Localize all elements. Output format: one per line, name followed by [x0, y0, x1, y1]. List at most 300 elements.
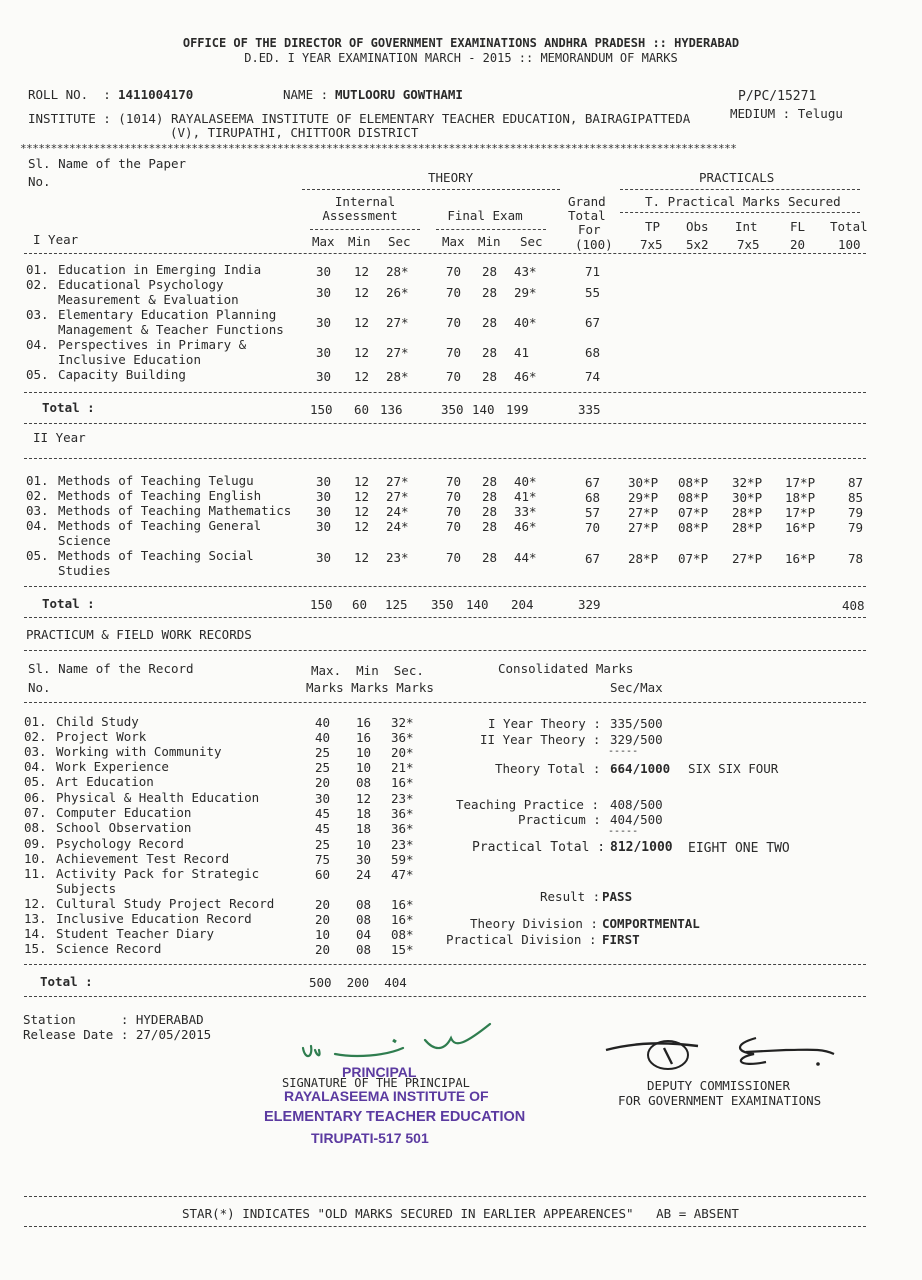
paper-name-cont: Science — [58, 533, 111, 548]
result-label: Result : — [540, 889, 601, 904]
t-practical-heading: T. Practical Marks Secured — [645, 194, 841, 209]
divider — [24, 996, 866, 997]
col-fl: FL — [790, 219, 806, 234]
record-max: 75 — [315, 852, 331, 867]
record-max: 60 — [315, 867, 331, 882]
divider — [24, 253, 866, 254]
paper-name: Elementary Education Planning — [58, 307, 277, 322]
record-name: Psychology Record — [56, 836, 184, 851]
record-name: Working with Community — [56, 744, 222, 759]
internal-max: 30 — [316, 504, 332, 519]
record-name: Science Record — [56, 941, 162, 956]
internal-max: 30 — [316, 519, 332, 534]
practicals-heading: PRACTICALS — [699, 170, 775, 185]
paper-name-cont: Measurement & Evaluation — [58, 292, 239, 307]
year-2-total-imin: 60 — [352, 597, 368, 612]
record-no: 05. — [24, 774, 47, 789]
tp-marks: 27*P — [628, 520, 659, 535]
internal-sec: 28* — [386, 264, 409, 279]
record-sec: 21* — [391, 760, 414, 775]
year-1-total-fsec: 199 — [506, 402, 529, 417]
fl-marks: 16*P — [785, 551, 816, 566]
grand-total-heading: Grand — [568, 194, 606, 209]
divider — [24, 1226, 866, 1227]
record-name: Computer Education — [56, 805, 192, 820]
office-title: OFFICE OF THE DIRECTOR OF GOVERNMENT EXAMINATIONS ANDHRA PRADESH :: HYDERABAD — [182, 36, 740, 50]
deputy-commissioner-label: DEPUTY COMMISSIONER — [647, 1078, 790, 1093]
paper-no: 03. — [26, 503, 49, 518]
divider — [24, 392, 866, 393]
year-1-total-label: Total : — [42, 400, 95, 415]
final-max: 70 — [446, 519, 462, 534]
internal-max: 30 — [316, 474, 332, 489]
year-1-total-fmin: 140 — [472, 402, 495, 417]
record-no: 12. — [24, 896, 47, 911]
paper-name-cont: Management & Teacher Functions — [58, 322, 284, 337]
record-no: 01. — [24, 714, 47, 729]
record-min: 08 — [356, 897, 372, 912]
record-min: 10 — [356, 745, 372, 760]
final-min: 28 — [482, 489, 498, 504]
internal-min: 12 — [354, 550, 370, 565]
paper-no: 04. — [26, 337, 49, 352]
practical-total-words: EIGHT ONE TWO — [688, 841, 790, 856]
final-min: 28 — [482, 504, 498, 519]
deputy-commissioner-signature — [606, 1028, 836, 1078]
year-2-total-practical: 408 — [842, 598, 865, 613]
grand-total-heading: Total — [568, 208, 606, 223]
internal-min: 12 — [354, 264, 370, 279]
grand-total: 68 — [585, 345, 601, 360]
internal-max: 30 — [316, 285, 332, 300]
ii-year-theory-value: 329/500 — [610, 732, 663, 747]
record-min: 16 — [356, 730, 372, 745]
internal-max: 30 — [316, 489, 332, 504]
record-sec: 16* — [391, 912, 414, 927]
principal-signature — [295, 1020, 505, 1070]
col-sec: Sec — [388, 234, 411, 249]
record-sec: 36* — [391, 821, 414, 836]
int-marks: 28*P — [732, 520, 763, 535]
record-min: 08 — [356, 912, 372, 927]
paper-no: 02. — [26, 488, 49, 503]
internal-sec: 28* — [386, 369, 409, 384]
year-2-total-fmax: 350 — [431, 597, 454, 612]
final-max: 70 — [446, 315, 462, 330]
grand-total: 68 — [585, 490, 601, 505]
final-max: 70 — [446, 345, 462, 360]
fl-marks: 17*P — [785, 505, 816, 520]
divider — [24, 617, 866, 618]
internal-min: 12 — [354, 519, 370, 534]
record-col-heading: Max. Min Sec. — [311, 663, 424, 678]
practical-total: 79 — [848, 520, 864, 535]
int-marks: 32*P — [732, 475, 763, 490]
record-no: 13. — [24, 911, 47, 926]
obs-marks: 07*P — [678, 505, 709, 520]
practical-total: 87 — [848, 475, 864, 490]
tp-marks: 28*P — [628, 551, 659, 566]
paper-name: Methods of Teaching English — [58, 488, 262, 503]
fl-marks: 16*P — [785, 520, 816, 535]
record-max: 40 — [315, 715, 331, 730]
col-max: Max — [442, 234, 465, 249]
record-no: 15. — [24, 941, 47, 956]
practical-division-value: FIRST — [602, 932, 640, 947]
divider — [24, 1196, 866, 1197]
teaching-practice-label: Teaching Practice : — [456, 797, 599, 812]
col-max: Max — [312, 234, 335, 249]
final-max: 70 — [446, 504, 462, 519]
institute-line-1: INSTITUTE : (1014) RAYALASEEMA INSTITUTE OF ELEMENTARY TEACHER EDUCATION, BAIRAGIPATTEDA — [28, 111, 691, 126]
record-no: 11. — [24, 866, 47, 881]
record-name: Cultural Study Project Record — [56, 896, 275, 911]
final-sec: 43* — [514, 264, 537, 279]
final-min: 28 — [482, 369, 498, 384]
consolidated-heading: Consolidated Marks — [498, 661, 634, 676]
reference-number: P/PC/15271 — [738, 89, 817, 104]
record-sec: 15* — [391, 942, 414, 957]
star-separator: ********************************************************************************************************************* — [20, 142, 737, 155]
record-min: 12 — [356, 791, 372, 806]
internal-heading: Internal — [334, 194, 396, 209]
theory-division-value: COMPORTMENTAL — [602, 916, 700, 931]
teaching-practice-value: 408/500 — [610, 797, 663, 812]
divider — [24, 964, 866, 965]
name-label: NAME : — [283, 87, 329, 102]
theory-heading: THEORY — [428, 170, 474, 185]
record-max: 25 — [315, 745, 331, 760]
final-sec: 44* — [514, 550, 537, 565]
year-2-total-fmin: 140 — [466, 597, 489, 612]
year-2-heading: II Year — [33, 430, 86, 445]
i-year-theory-label: I Year Theory : — [488, 716, 601, 731]
internal-max: 30 — [316, 369, 332, 384]
paper-name: Perspectives in Primary & — [58, 337, 247, 352]
grand-total: 55 — [585, 285, 601, 300]
record-name: Project Work — [56, 729, 147, 744]
sl-no-heading: No. — [28, 174, 51, 189]
record-no: 14. — [24, 926, 47, 941]
final-max: 70 — [446, 550, 462, 565]
record-no: 02. — [24, 729, 47, 744]
stamp-line-2: RAYALASEEMA INSTITUTE OF — [284, 1088, 489, 1104]
candidate-name: MUTLOORU GOWTHAMI — [335, 87, 463, 102]
internal-max: 30 — [316, 264, 332, 279]
internal-min: 12 — [354, 345, 370, 360]
final-max: 70 — [446, 369, 462, 384]
final-sec: 29* — [514, 285, 537, 300]
short-dash: ----- — [608, 746, 639, 757]
internal-min: 12 — [354, 504, 370, 519]
record-max: 30 — [315, 791, 331, 806]
col-tp: TP — [645, 219, 661, 234]
record-name: Physical & Health Education — [56, 790, 260, 805]
tp-marks: 29*P — [628, 490, 659, 505]
record-sec: 16* — [391, 897, 414, 912]
sl-name-heading: Sl. Name of the Paper — [28, 156, 187, 171]
grand-total: 67 — [585, 551, 601, 566]
record-no: 06. — [24, 790, 47, 805]
record-min: 18 — [356, 806, 372, 821]
record-min: 16 — [356, 715, 372, 730]
obs-marks: 08*P — [678, 475, 709, 490]
final-min: 28 — [482, 285, 498, 300]
grand-total: 71 — [585, 264, 601, 279]
final-min: 28 — [482, 519, 498, 534]
stamp-line-4: TIRUPATI-517 501 — [311, 1130, 429, 1146]
internal-sec: 26* — [386, 285, 409, 300]
year-1-total-imin: 60 — [354, 402, 370, 417]
record-sec: 32* — [391, 715, 414, 730]
paper-no: 01. — [26, 473, 49, 488]
int-marks: 28*P — [732, 505, 763, 520]
medium: MEDIUM : Telugu — [730, 106, 843, 121]
practicum-title: PRACTICUM & FIELD WORK RECORDS — [26, 627, 252, 642]
record-sec: 47* — [391, 867, 414, 882]
record-no: 04. — [24, 759, 47, 774]
divider — [620, 212, 860, 213]
int-marks: 30*P — [732, 490, 763, 505]
theory-division-label: Theory Division : — [470, 916, 598, 931]
stamp-line-3: ELEMENTARY TEACHER EDUCATION — [264, 1109, 526, 1125]
record-name: Student Teacher Diary — [56, 926, 215, 941]
col-int-max: 7x5 — [737, 237, 760, 252]
theory-total-label: Theory Total : — [495, 761, 601, 776]
release-date: Release Date : 27/05/2015 — [23, 1027, 212, 1042]
theory-total-words: SIX SIX FOUR — [688, 761, 779, 776]
year-2-total-grand: 329 — [578, 597, 601, 612]
obs-marks: 07*P — [678, 551, 709, 566]
result-value: PASS — [602, 889, 633, 904]
roll-number: 1411004170 — [118, 87, 194, 102]
col-sec: Sec — [520, 234, 543, 249]
record-no: 09. — [24, 836, 47, 851]
station: Station : HYDERABAD — [23, 1012, 204, 1027]
internal-sec: 27* — [386, 345, 409, 360]
paper-name-cont: Inclusive Education — [58, 352, 201, 367]
final-sec: 46* — [514, 369, 537, 384]
final-max: 70 — [446, 285, 462, 300]
internal-min: 12 — [354, 474, 370, 489]
record-name: School Observation — [56, 820, 192, 835]
principal-signature-label: SIGNATURE OF THE PRINCIPAL — [282, 1076, 470, 1090]
col-fl-max: 20 — [790, 237, 806, 252]
record-name: Child Study — [56, 714, 139, 729]
record-min: 24 — [356, 867, 372, 882]
record-max: 40 — [315, 730, 331, 745]
divider — [24, 650, 866, 651]
ii-year-theory-label: II Year Theory : — [480, 732, 601, 747]
practical-total-label: Practical Total : — [472, 840, 606, 855]
practical-total: 79 — [848, 505, 864, 520]
paper-name-cont: Studies — [58, 563, 111, 578]
grand-total-heading: For — [578, 222, 601, 237]
record-min: 08 — [356, 775, 372, 790]
record-min: 18 — [356, 821, 372, 836]
paper-no: 04. — [26, 518, 49, 533]
final-min: 28 — [482, 264, 498, 279]
record-max: 20 — [315, 775, 331, 790]
grand-total: 57 — [585, 505, 601, 520]
internal-sec: 24* — [386, 519, 409, 534]
tp-marks: 27*P — [628, 505, 659, 520]
paper-no: 05. — [26, 367, 49, 382]
fl-marks: 18*P — [785, 490, 816, 505]
year-1-total-grand: 335 — [578, 402, 601, 417]
assessment-heading: Assessment — [322, 208, 398, 223]
final-sec: 41* — [514, 489, 537, 504]
col-int: Int — [735, 219, 758, 234]
record-name: Activity Pack for Strategic — [56, 866, 260, 881]
col-obs-max: 5x2 — [686, 237, 709, 252]
record-max: 20 — [315, 897, 331, 912]
internal-sec: 27* — [386, 474, 409, 489]
paper-name: Methods of Teaching Social — [58, 548, 254, 563]
record-min: 10 — [356, 760, 372, 775]
final-max: 70 — [446, 264, 462, 279]
final-sec: 46* — [514, 519, 537, 534]
col-min: Min — [348, 234, 371, 249]
record-name: Work Experience — [56, 759, 169, 774]
deputy-commissioner-label-2: FOR GOVERNMENT EXAMINATIONS — [618, 1093, 822, 1108]
record-col-heading: Marks Marks Marks — [306, 680, 434, 695]
record-min: 30 — [356, 852, 372, 867]
paper-no: 03. — [26, 307, 49, 322]
record-name-cont: Subjects — [56, 881, 117, 896]
paper-name: Educational Psychology — [58, 277, 224, 292]
grand-total: 67 — [585, 315, 601, 330]
divider — [620, 189, 860, 190]
divider — [24, 702, 866, 703]
record-sec: 59* — [391, 852, 414, 867]
practicum-value: 404/500 — [610, 812, 663, 827]
final-min: 28 — [482, 550, 498, 565]
paper-name: Methods of Teaching General — [58, 518, 262, 533]
record-min: 10 — [356, 837, 372, 852]
record-name: Art Education — [56, 774, 154, 789]
internal-min: 12 — [354, 369, 370, 384]
record-sec: 36* — [391, 806, 414, 821]
year-1-heading: I Year — [33, 232, 79, 247]
obs-marks: 08*P — [678, 520, 709, 535]
final-sec: 33* — [514, 504, 537, 519]
roll-label: ROLL NO. : — [28, 87, 111, 102]
col-tp-max: 7x5 — [640, 237, 663, 252]
internal-max: 30 — [316, 550, 332, 565]
col-total-max: 100 — [838, 237, 861, 252]
practical-total: 85 — [848, 490, 864, 505]
paper-no: 05. — [26, 548, 49, 563]
practicum-total-values: 500 200 404 — [309, 975, 407, 990]
paper-name: Capacity Building — [58, 367, 186, 382]
footnote: STAR(*) INDICATES "OLD MARKS SECURED IN EARLIER APPEARENCES" AB = ABSENT — [182, 1206, 739, 1221]
record-name: Achievement Test Record — [56, 851, 230, 866]
final-min: 28 — [482, 345, 498, 360]
grand-total: 74 — [585, 369, 601, 384]
record-sec: 36* — [391, 730, 414, 745]
practicum-label: Practicum : — [518, 812, 601, 827]
record-max: 20 — [315, 912, 331, 927]
paper-no: 02. — [26, 277, 49, 292]
year-1-total-imax: 150 — [310, 402, 333, 417]
divider — [24, 458, 866, 459]
record-sec: 16* — [391, 775, 414, 790]
year-2-total-fsec: 204 — [511, 597, 534, 612]
internal-sec: 27* — [386, 315, 409, 330]
grand-total: 70 — [585, 520, 601, 535]
col-total: Total — [830, 219, 868, 234]
divider — [24, 586, 866, 587]
final-sec: 40* — [514, 474, 537, 489]
internal-min: 12 — [354, 315, 370, 330]
divider — [436, 229, 546, 230]
tp-marks: 30*P — [628, 475, 659, 490]
divider — [24, 423, 866, 424]
final-min: 28 — [482, 315, 498, 330]
internal-min: 12 — [354, 285, 370, 300]
grand-total-heading: (100) — [575, 237, 613, 252]
record-max: 45 — [315, 806, 331, 821]
memo-title: D.ED. I YEAR EXAMINATION MARCH - 2015 :: MEMORANDUM OF MARKS — [244, 51, 678, 65]
i-year-theory-value: 335/500 — [610, 716, 663, 731]
practical-total-value: 812/1000 — [610, 840, 673, 855]
final-sec: 41 — [514, 345, 530, 360]
internal-sec: 24* — [386, 504, 409, 519]
record-sec: 20* — [391, 745, 414, 760]
int-marks: 27*P — [732, 551, 763, 566]
final-sec: 40* — [514, 315, 537, 330]
record-max: 25 — [315, 760, 331, 775]
final-min: 28 — [482, 474, 498, 489]
practical-division-label: Practical Division : — [446, 932, 597, 947]
record-no: 07. — [24, 805, 47, 820]
record-max: 20 — [315, 942, 331, 957]
grand-total: 67 — [585, 475, 601, 490]
internal-max: 30 — [316, 345, 332, 360]
stamp-line-1: PRINCIPAL — [342, 1064, 417, 1080]
fl-marks: 17*P — [785, 475, 816, 490]
record-min: 04 — [356, 927, 372, 942]
record-no: 08. — [24, 820, 47, 835]
internal-sec: 27* — [386, 489, 409, 504]
internal-sec: 23* — [386, 550, 409, 565]
year-2-total-imax: 150 — [310, 597, 333, 612]
sec-max-heading: Sec/Max — [610, 680, 663, 695]
institute-line-2: (V), TIRUPATHI, CHITTOOR DISTRICT — [170, 125, 419, 140]
record-no: 10. — [24, 851, 47, 866]
record-max: 10 — [315, 927, 331, 942]
paper-name: Methods of Teaching Telugu — [58, 473, 254, 488]
record-sec: 23* — [391, 837, 414, 852]
record-sec: 08* — [391, 927, 414, 942]
record-min: 08 — [356, 942, 372, 957]
obs-marks: 08*P — [678, 490, 709, 505]
record-sec: 23* — [391, 791, 414, 806]
internal-max: 30 — [316, 315, 332, 330]
record-no-heading: No. — [28, 680, 51, 695]
final-max: 70 — [446, 489, 462, 504]
record-sl-name-heading: Sl. Name of the Record — [28, 661, 194, 676]
internal-min: 12 — [354, 489, 370, 504]
year-1-total-fmax: 350 — [441, 402, 464, 417]
divider — [302, 189, 560, 190]
paper-name: Methods of Teaching Mathematics — [58, 503, 292, 518]
practicum-total-label: Total : — [40, 974, 93, 989]
practical-total: 78 — [848, 551, 864, 566]
paper-name: Education in Emerging India — [58, 262, 262, 277]
year-2-total-isec: 125 — [385, 597, 408, 612]
